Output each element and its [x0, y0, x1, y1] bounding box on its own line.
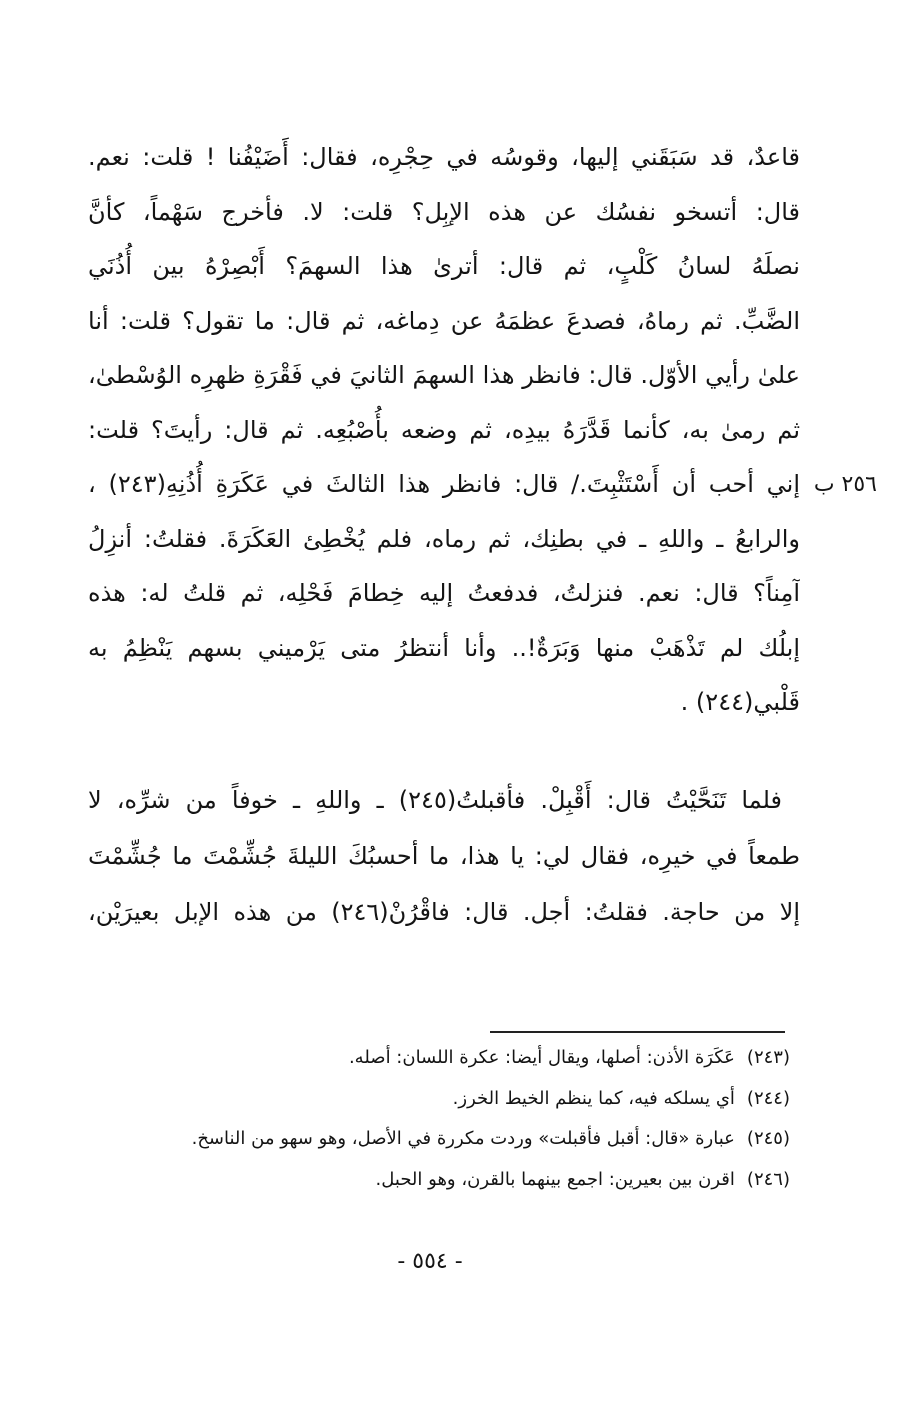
body-line: إبلُك لم تَذْهَبْ منها وَبَرَةٌ!.. وأنا أنتظرُ متى يَرْميني بسهم يَنْظِمُ به — [88, 633, 800, 662]
body-line: قاعدٌ، قد سَبَقَني إليها، وقوسُه في حِجْرِه، فقال: أَضَيْفُنا ! قلت: نعم. — [88, 143, 800, 171]
paragraph-2 — [88, 772, 800, 940]
body-line: آمِناً؟ قال: نعم. فنزلتُ، فدفعتُ إليه خِطامَ فَحْلِه، ثم قلتُ له: هذه — [88, 579, 800, 607]
body-line: الضَّبِّ. ثم رماهُ، فصدعَ عظمَهُ عن دِماغه، ثم قال: ما تقول؟ قلت: أنا — [88, 306, 800, 335]
footnote — [100, 1079, 790, 1120]
footnote-number: (٢٤٤) — [746, 1087, 790, 1109]
footnote-number: (٢٤٣) — [746, 1047, 790, 1068]
footnote-text: أي يسلكه فيه، كما ينظم الخيط الخرز. — [452, 1087, 735, 1109]
body-line: فلما تَنَحَّيْتُ قال: أَقْبِلْ. فأقبلتُ(٢٤٥) ـ واللهِ ـ خوفاً من شرِّه، لا — [88, 786, 783, 814]
body-line: إني أحب أن أَسْتَثْبِتَ./ قال: فانظر هذا الثالثَ في عَكَرَةِ أُذُنِهِ(٢٤٣) ، — [88, 470, 800, 498]
body-line: قَلْبي(٢٤٤) . — [680, 688, 800, 716]
footnote — [100, 1119, 790, 1160]
body-line: طمعاً في خيرِه، فقال لي: يا هذا، ما أحسبُكَ الليلةَ جُشِّمْتَ ما جُشِّمْتَ — [88, 842, 800, 870]
footnote-number: (٢٤٦) — [746, 1168, 790, 1190]
footnote-text: عبارة «قال: أقبل فأقبلت» وردت مكررة في الأصل، وهو سهو من الناسخ. — [191, 1128, 735, 1149]
footnote-text: عَكَرَة الأذن: أصلها، ويقال أيضا: عكرة اللسان: أصله. — [348, 1047, 735, 1068]
footnote-text: اقرن بين بعيرين: اجمع بينهما بالقرن، وهو الحبل. — [375, 1168, 735, 1190]
body-line: ثم رمىٰ به، كأنما قَدَّرَهُ بيدِه، ثم وضعه بأُصْبُعِه. ثم قال: رأيتَ؟ قلت: — [88, 415, 800, 444]
margin-folio-note: ٢٥٦ ب — [813, 472, 877, 497]
body-line: نصلَهُ لسانُ كَلْبٍ، ثم قال: أترىٰ هذا السهمَ؟ أَبْصِرْهُ بين أُذُنَي — [88, 252, 800, 280]
footnote — [100, 1160, 790, 1201]
footnotes — [100, 1038, 790, 1200]
body-line: والرابعُ ـ واللهِ ـ في بطنِك، ثم رماه، فلم يُخْطِئ العَكَرَةَ. فقلتُ: أنزِلُ — [88, 524, 800, 553]
footnote-number: (٢٤٥) — [746, 1128, 790, 1149]
body-line: علىٰ رأيي الأوّل. قال: فانظر هذا السهمَ الثانيَ في فَقْرَةِ ظهرِه الوُسْطىٰ، — [88, 361, 800, 389]
footnote-separator — [490, 1031, 785, 1033]
paragraph-1 — [88, 130, 800, 730]
page-number: - ٥٥٤ - — [397, 1249, 463, 1274]
body-line: إلا من حاجة. فقلتُ: أجل. قال: فاقْرُنْ(٢٤٦) من هذه الإبل بعيرَيْن، — [88, 898, 800, 926]
footnote — [100, 1038, 790, 1079]
body-line: قال: أتسخو نفسُك عن هذه الإبِل؟ قلت: لا. فأخرج سَهْماً، كأنَّ — [88, 197, 800, 226]
